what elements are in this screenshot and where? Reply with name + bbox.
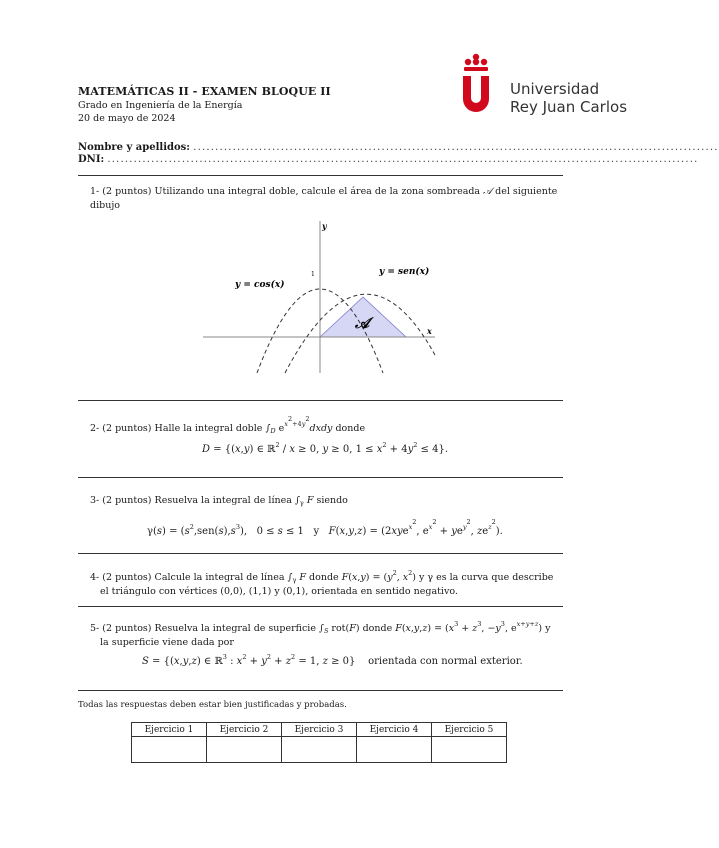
problem-2-text-a: Halle la integral doble — [154, 423, 263, 434]
problem-1-text-a: Utilizando una integral doble, calcule el área de la zona sombreada — [154, 186, 481, 197]
problem-5 — [90, 622, 560, 650]
problem-3 — [90, 494, 560, 508]
exam-date: 20 de mayo de 2024 — [78, 113, 176, 124]
score-cell-4[interactable] — [357, 737, 432, 763]
sin-label: y = sen(x) — [379, 267, 430, 277]
problem-3-text-a: Resuelva la integral de línea — [154, 495, 292, 506]
tick-one-label: 1 — [311, 271, 315, 278]
logo-line-2: Rey Juan Carlos — [510, 98, 628, 116]
problem-5-text-a: Resuelva la integral de superficie — [154, 623, 316, 634]
problem-1-region: 𝒜 — [483, 186, 493, 197]
problem-2 — [90, 415, 560, 436]
score-cell-5[interactable] — [432, 737, 507, 763]
problem-3-integral: $\int_\gamma$ F — [294, 495, 314, 507]
score-table — [131, 722, 507, 763]
problem-5-text-b: donde — [362, 623, 393, 634]
problem-4-field: $F(x,y) = (y^2$, $x^2$) — [341, 569, 416, 583]
divider — [78, 606, 563, 607]
problem-3-number: 3- — [90, 495, 100, 506]
problem-4 — [90, 571, 560, 599]
divider — [78, 175, 563, 176]
problem-2-number: 2- — [90, 423, 100, 434]
problem-1 — [90, 185, 560, 213]
divider — [78, 477, 563, 478]
name-dots: ........................................................................................................................ — [193, 142, 719, 153]
region-label: 𝒜 — [355, 314, 370, 332]
problem-4-text-b: donde — [309, 572, 339, 583]
x-axis-label: x — [427, 326, 432, 336]
problem-5-field: $F(x,y,z) = (x^3 + z^3$, $-y^3$, $e^{x+y+z}$) — [395, 620, 543, 634]
problem-4-points: (2 puntos) — [102, 572, 152, 583]
problem-1-points: (2 puntos) — [102, 186, 152, 197]
exam-title: MATEMÁTICAS II - EXAMEN BLOQUE II — [78, 85, 331, 98]
problem-5-line-2: la superficie viene dada por — [100, 637, 234, 648]
problem-2-text-b: donde — [335, 423, 366, 434]
problem-4-text-c: y γ es la curva que describe — [419, 572, 554, 583]
problem-1-number: 1- — [90, 186, 100, 197]
score-header: Ejercicio 3 — [282, 723, 357, 737]
divider — [78, 400, 563, 401]
problem-3-equation: $\gamma(s) = (s^2,sen(s),s^3)$, 0 ≤ s ≤ 1 y F(x,y,z) = (2xye$^{x^2}$, $e^{x^2} + ye^{y^2}$, $ze^{z^2}$). — [147, 518, 503, 537]
problem-5-integral: $\int_S$ rot(F) — [319, 623, 360, 635]
u-letter-icon — [463, 76, 489, 112]
problem-4-integral: $\int_\gamma$ F — [287, 572, 307, 584]
score-header: Ejercicio 5 — [432, 723, 507, 737]
problem-5-points: (2 puntos) — [102, 623, 152, 634]
problem-4-line-2: el triángulo con vértices (0,0), (1,1) y (0,1), orientada en sentido negativo. — [100, 586, 458, 597]
problem-3-text-b: siendo — [316, 495, 348, 506]
instructions-note: Todas las respuestas deben estar bien justificadas y probadas. — [78, 700, 347, 710]
degree-line: Grado en Ingeniería de la Energía — [78, 100, 243, 111]
problem-5-orientation: orientada con normal exterior. — [368, 656, 523, 667]
problem-2-points: (2 puntos) — [102, 423, 152, 434]
dni-field[interactable] — [78, 154, 699, 165]
score-header: Ejercicio 1 — [132, 723, 207, 737]
divider — [78, 690, 563, 691]
y-axis-label: y — [322, 221, 327, 231]
name-field[interactable] — [78, 142, 719, 153]
score-cell-2[interactable] — [207, 737, 282, 763]
divider — [78, 553, 563, 554]
crown-icon — [464, 54, 488, 71]
problem-5-number: 5- — [90, 623, 100, 634]
problem-1-text-b: del siguiente dibujo — [90, 186, 558, 211]
problem-2-integral: $\int_D$ $e^{x^2+4y^2}dxdy$ — [265, 415, 333, 435]
score-header: Ejercicio 4 — [357, 723, 432, 737]
cos-label: y = cos(x) — [235, 280, 285, 290]
problem-5-text-c: y — [545, 623, 551, 634]
problem-4-text-a: Calcule la integral de línea — [154, 572, 285, 583]
problem-4-number: 4- — [90, 572, 100, 583]
problem-5-surface: S = {(x,y,z) ∈ ℝ$^3$ : $x^2 + y^2 + z^2 = 1$, z ≥ 0} orientada con normal exterior. — [142, 653, 523, 667]
logo-line-1: Universidad — [510, 80, 600, 98]
dni-label: DNI: — [78, 154, 105, 165]
score-header: Ejercicio 2 — [207, 723, 282, 737]
problem-1-figure — [195, 215, 445, 375]
problem-2-domain: D = {(x,y) ∈ ℝ$^2$ / x ≥ 0, y ≥ 0, $1 \le x^2 + 4y^2 \le 4$}. — [201, 441, 449, 455]
name-label: Nombre y apellidos: — [78, 142, 191, 153]
problem-3-points: (2 puntos) — [102, 495, 152, 506]
dni-dots: ....................................................................................................................................... — [107, 154, 699, 165]
score-cell-3[interactable] — [282, 737, 357, 763]
score-cell-1[interactable] — [132, 737, 207, 763]
